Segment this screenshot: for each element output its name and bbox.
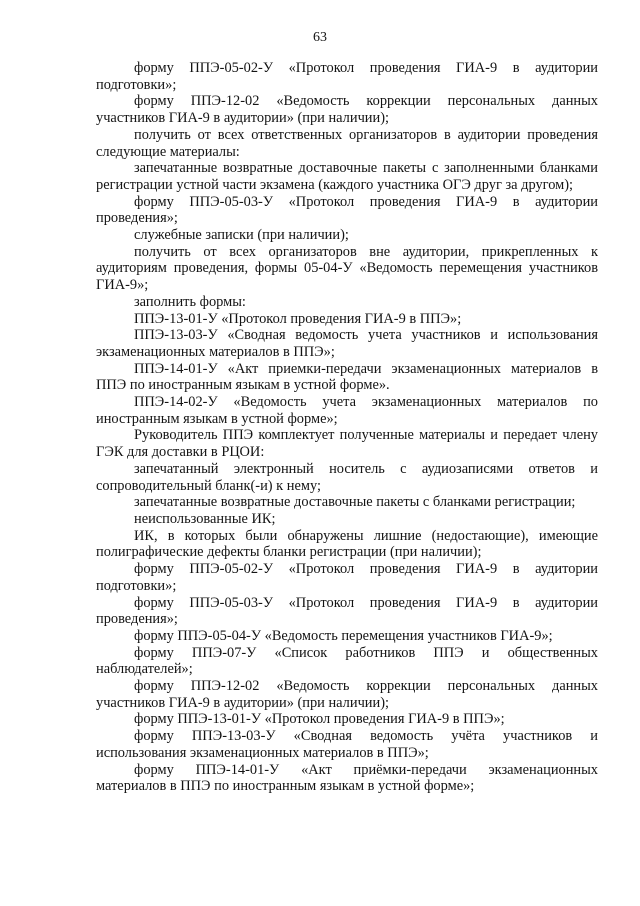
paragraph: форму ППЭ-12-02 «Ведомость коррекции персональных данных участников ГИА-9 в аудитории» (при наличии); — [96, 93, 598, 127]
paragraph: форму ППЭ-05-04-У «Ведомость перемещения участников ГИА-9»; — [134, 627, 553, 644]
paragraph: ППЭ-14-01-У «Акт приемки-передачи экзаменационных материалов в ППЭ по иностранным языкам в устной форме». — [96, 360, 598, 394]
page-number: 63 — [313, 30, 327, 45]
paragraph: форму ППЭ-05-03-У «Протокол проведения ГИА-9 в аудитории проведения»; — [96, 193, 598, 227]
paragraph: форму ППЭ-13-01-У «Протокол проведения ГИА-9 в ППЭ»; — [134, 711, 505, 728]
paragraph: служебные записки (при наличии); — [134, 227, 349, 244]
paragraph: форму ППЭ-13-03-У «Сводная ведомость учёта участников и использования экзаменационных материалов в ППЭ»; — [96, 728, 598, 761]
paragraph: форму ППЭ-05-02-У «Протокол проведения ГИА-9 в аудитории подготовки»; — [96, 561, 598, 594]
paragraph: запечатанные возвратные доставочные пакеты с бланками регистрации; — [134, 494, 576, 511]
paragraph: получить от всех организаторов вне аудитории, прикрепленных к аудиториям проведения, формы 05-04-У «Ведомость перемещения участников ГИА-9»; — [96, 243, 598, 294]
paragraph: форму ППЭ-12-02 «Ведомость коррекции персональных данных участников ГИА-9 в аудитории» (при наличии); — [96, 678, 598, 711]
document-body — [96, 60, 598, 795]
paragraph: ИК, в которых были обнаружены лишние (недостающие), имеющие полиграфические дефекты бланки регистрации (при наличии); — [96, 527, 598, 561]
paragraph: неиспользованные ИК; — [134, 510, 276, 527]
paragraph: ППЭ-13-01-У «Протокол проведения ГИА-9 в ППЭ»; — [134, 310, 462, 327]
paragraph: получить от всех ответственных организаторов в аудитории проведения следующие материалы: — [96, 126, 598, 160]
paragraph: запечатанные возвратные доставочные пакеты с заполненными бланками регистрации устной части экзамена (каждого участника ОГЭ друг за другом); — [96, 160, 598, 193]
paragraph: форму ППЭ-05-03-У «Протокол проведения ГИА-9 в аудитории проведения»; — [96, 594, 598, 628]
paragraph: форму ППЭ-05-02-У «Протокол проведения ГИА-9 в аудитории подготовки»; — [96, 60, 598, 93]
paragraph: форму ППЭ-07-У «Список работников ППЭ и общественных наблюдателей»; — [96, 644, 598, 678]
paragraph: заполнить формы: — [134, 293, 246, 310]
paragraph: Руководитель ППЭ комплектует полученные материалы и передает члену ГЭК для доставки в РЦОИ: — [96, 427, 598, 461]
paragraph: ППЭ-13-03-У «Сводная ведомость учета участников и использования экзаменационных материалов в ППЭ»; — [96, 327, 598, 360]
paragraph: ППЭ-14-02-У «Ведомость учета экзаменационных материалов по иностранным языкам в устной форме»; — [96, 394, 598, 427]
paragraph: запечатанный электронный носитель с аудиозаписями ответов и сопроводительный бланк(-и) к нему; — [96, 460, 598, 494]
paragraph: форму ППЭ-14-01-У «Акт приёмки-передачи экзаменационных материалов в ППЭ по иностранным языкам в устной форме»; — [96, 761, 598, 795]
